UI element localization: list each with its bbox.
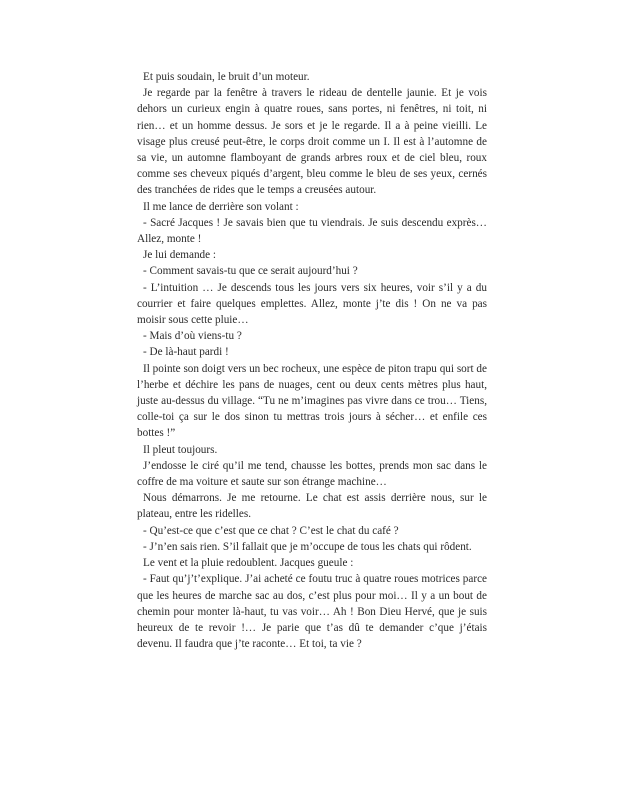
paragraph: - Sacré Jacques ! Je savais bien que tu viendrais. Je suis descendu exprès… Allez, monte ! (137, 216, 487, 246)
paragraph: Le vent et la pluie redoublent. Jacques gueule : (143, 557, 354, 570)
paragraph: - L’intuition … Je descends tous les jours vers six heures, voir s’il y a du courrier et faire quelques emplettes. Allez, monte j’te dis ! On ne va pas moisir sous cette pluie… (137, 281, 487, 327)
body-text (137, 69, 487, 652)
paragraph: J’endosse le ciré qu’il me tend, chausse les bottes, prends mon sac dans le coffre de ma voiture et saute sur son étrange machine… (137, 459, 487, 489)
paragraph: - J’n’en sais rien. S’il fallait que je m’occupe de tous les chats qui rôdent. (143, 540, 472, 553)
paragraph: - De là-haut pardi ! (143, 346, 229, 359)
paragraph: Je lui demande : (143, 249, 217, 262)
paragraph: - Faut qu’j’t’explique. J’ai acheté ce foutu truc à quatre roues motrices parce que les heures de marche sac au dos, c’est plus pour moi… Il y a un bout de chemin pour monter là-haut, tu vas voir… Ah ! Bon Dieu Hervé, que je suis heureux de te revoir !… Je parie que t’as dû te demander c’que j’étais devenu. Il faudra que j’te raconte… Et toi, ta vie ? (137, 573, 487, 651)
paragraph: Et puis soudain, le bruit d’un moteur. (143, 71, 310, 83)
paragraph: - Mais d’où viens-tu ? (143, 330, 242, 343)
paragraph: Je regarde par la fenêtre à travers le rideau de dentelle jaunie. Et je vois dehors un curieux engin à quatre roues, sans portes, ni fenêtres, ni toit, ni rien… et un homme dessus. Je sors et je le regarde. Il a à peine vieilli. Le visage plus creusé peut-être, le corps droit comme un I. Il est à l’automne de sa vie, un automne flamboyant de grands arbres roux et de ciel bleu, roux comme ses cheveux piqués d’argent, bleu comme le bleu de ses yeux, cernés des tranchées de rides que le temps a creusées autour. (137, 87, 487, 197)
paragraph: - Comment savais-tu que ce serait aujourd’hui ? (143, 265, 358, 278)
paragraph: - Qu’est-ce que c’est que ce chat ? C’est le chat du café ? (143, 524, 399, 537)
paragraph: Il pointe son doigt vers un bec rocheux, une espèce de piton trapu qui sort de l’herbe et déchire les pans de nuages, cent ou deux cents mètres plus haut, juste au-dessus du village. “Tu ne m’imagines pas vivre dans ce trou… Tiens, colle-toi ça sur le dos sinon tu mettras trois jours à sécher… et enfile ces bottes !” (137, 362, 487, 440)
paragraph: Nous démarrons. Je me retourne. Le chat est assis derrière nous, sur le plateau, entre les ridelles. (137, 492, 487, 521)
paragraph: Il pleut toujours. (143, 443, 218, 456)
paragraph: Il me lance de derrière son volant : (143, 200, 299, 213)
